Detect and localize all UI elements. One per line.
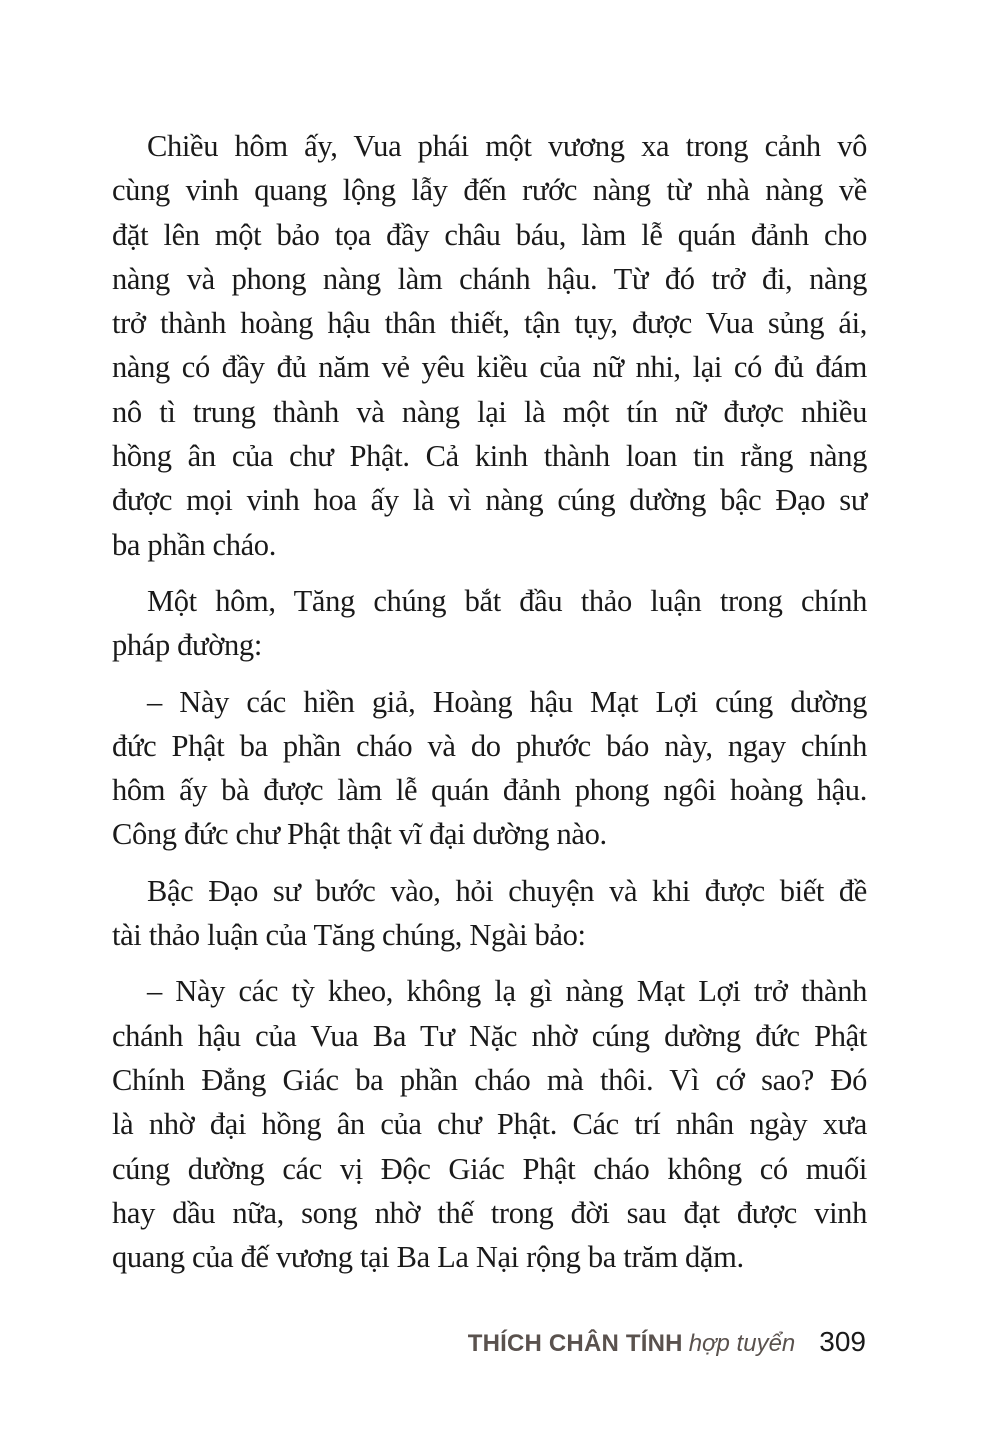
text-line: Công đức chư Phật thật vĩ đại dường nào. <box>112 817 607 852</box>
text-line: Chính Đẳng Giác ba phần cháo mà thôi. Vì cớ sao? Đó <box>112 1062 867 1097</box>
text-line: ba phần cháo. <box>112 527 276 562</box>
text-line: hồng ân của chư Phật. Cả kinh thành loan tin rằng nàng <box>112 439 867 474</box>
text-line: – Này các hiền giả, Hoàng hậu Mạt Lợi cúng dường <box>147 684 867 719</box>
paragraph <box>112 869 867 958</box>
text-line: nàng và phong nàng làm chánh hậu. Từ đó trở đi, nàng <box>112 261 867 296</box>
page-number: 309 <box>819 1326 866 1357</box>
text-line: Chiều hôm ấy, Vua phái một vương xa trong cảnh vô <box>147 129 867 163</box>
text-line: hay dầu nữa, song nhờ thế trong đời sau đạt được vinh <box>112 1195 867 1230</box>
paragraph <box>112 680 867 857</box>
text-line: là nhờ đại hồng ân của chư Phật. Các trí nhân ngày xưa <box>112 1107 867 1142</box>
text-line: cúng dường các vị Độc Giác Phật cháo không có muối <box>112 1151 867 1186</box>
footer-author: THÍCH CHÂN TÍNH <box>467 1330 683 1357</box>
paragraph <box>112 579 867 668</box>
text-line: hôm ấy bà được làm lễ quán đảnh phong ngôi hoàng hậu. <box>112 773 867 808</box>
page-body <box>112 124 867 1291</box>
text-line: chánh hậu của Vua Ba Tư Nặc nhờ cúng dường đức Phật <box>112 1018 867 1053</box>
text-line: đặt lên một bảo tọa đầy châu báu, làm lễ quán đảnh cho <box>112 217 867 252</box>
text-line: – Này các tỳ kheo, không lạ gì nàng Mạt Lợi trở thành <box>147 974 867 1009</box>
footer-subtitle: hợp tuyển <box>688 1330 796 1357</box>
text-line: đức Phật ba phần cháo và do phước báo này, ngay chính <box>112 728 867 763</box>
text-line: nàng có đầy đủ năm vẻ yêu kiều của nữ nhi, lại có đủ đám <box>112 350 867 385</box>
page-footer <box>468 1326 866 1358</box>
text-line: được mọi vinh hoa ấy là vì nàng cúng dường bậc Đạo sư <box>112 483 867 518</box>
text-line: quang của đế vương tại Ba La Nại rộng ba trăm dặm. <box>112 1240 744 1275</box>
text-line: pháp đường: <box>112 628 262 663</box>
text-line: trở thành hoàng hậu thân thiết, tận tụy, được Vua sủng ái, <box>112 306 867 341</box>
paragraph <box>112 969 867 1279</box>
text-line: Một hôm, Tăng chúng bắt đầu thảo luận trong chính <box>147 583 867 618</box>
text-line: cùng vinh quang lộng lẫy đến rước nàng từ nhà nàng về <box>112 173 867 208</box>
text-line: nô tì trung thành và nàng lại là một tín nữ được nhiều <box>112 394 867 429</box>
paragraph <box>112 124 867 567</box>
text-line: Bậc Đạo sư bước vào, hỏi chuyện và khi được biết đề <box>147 873 867 908</box>
text-line: tài thảo luận của Tăng chúng, Ngài bảo: <box>112 918 586 953</box>
